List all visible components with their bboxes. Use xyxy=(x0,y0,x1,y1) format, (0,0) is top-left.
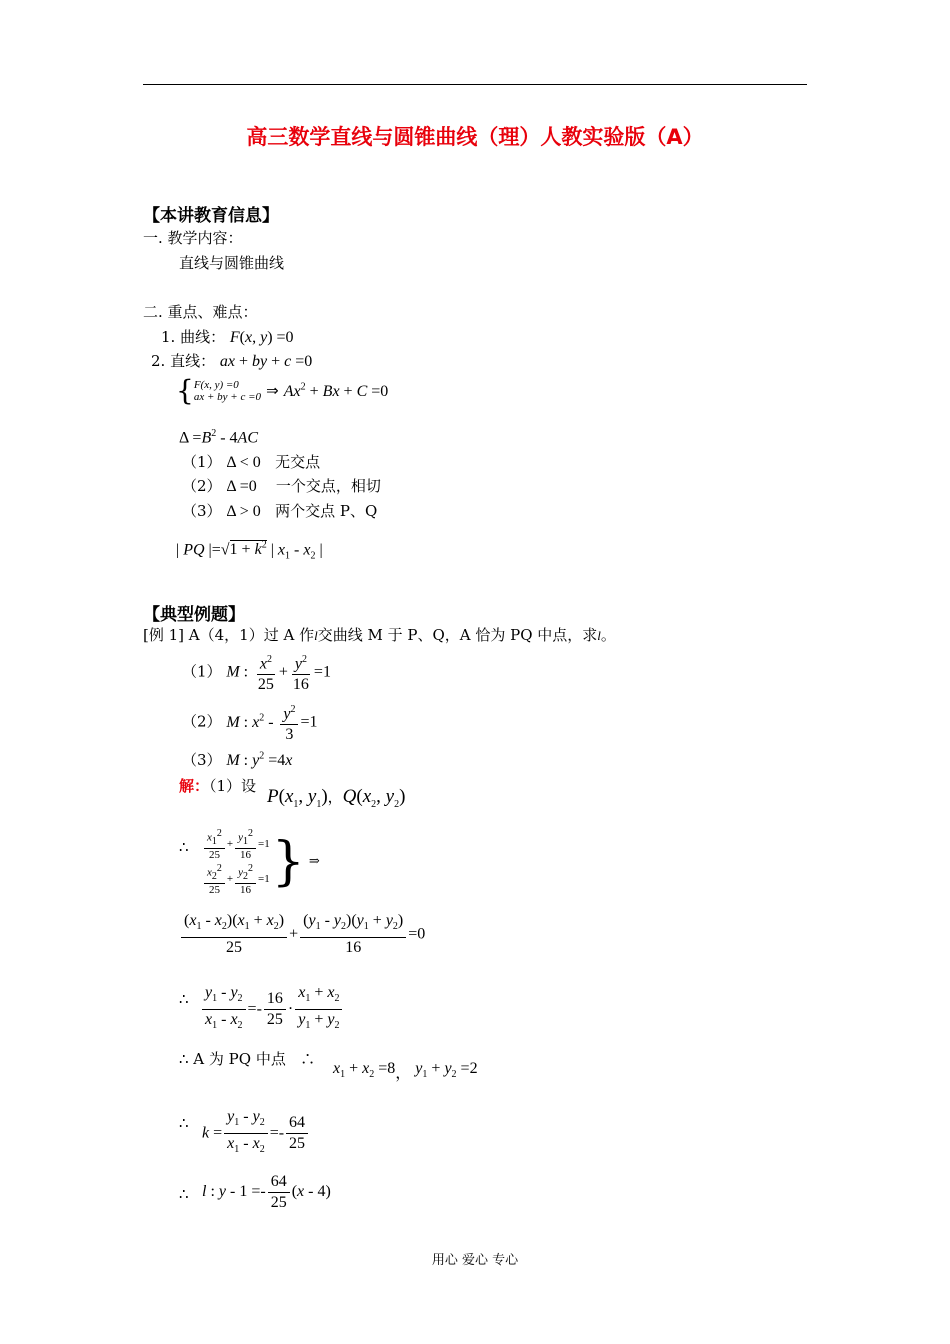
case-1-text: 无交点 xyxy=(275,453,321,471)
therefore-3: ∴ xyxy=(179,1114,189,1132)
case-1: （1） Δ < 0 无交点 xyxy=(182,453,321,471)
question-2: （2） M : $x^2$ - $\frac{y^2}{3}$ =1 xyxy=(182,700,317,745)
chord-length-formula: | PQ $|=√1 + k^2$ | $x_1 - x_2$ | xyxy=(176,540,323,562)
key-points-label: 二. 重点、难点： xyxy=(143,303,258,321)
quadratic-equation: Ax$^2$ + Bx + C =0 xyxy=(283,381,389,400)
slope-ratio-equation: $\frac{y_1 - y_2}{x_1 - x_2}$ =- $\frac{16}{25}$ · $\frac{x_1 + x_2}{y_1 + y_2}$ xyxy=(200,983,344,1036)
question-3: （3） M : $y^2 =4x$ xyxy=(182,750,293,769)
case-2-text: 一个交点，相切 xyxy=(275,477,381,495)
page-title: 高三数学直线与圆锥曲线（理）人教实验版（A） xyxy=(246,125,704,149)
line-label: 2. 直线： xyxy=(151,352,216,370)
therefore-4: ∴ xyxy=(179,1185,189,1203)
section-heading-examples: 【典型例题】 xyxy=(143,605,245,625)
header-rule xyxy=(143,84,807,85)
system-substitution: { F(x, y) =0 ax + by + c =0 ⇒ Ax$^2$ + Bx + C =0 xyxy=(176,374,389,407)
curve-label: 1. 曲线： xyxy=(161,328,226,346)
example-1-statement: [例 1] A（4，1）过 A 作l交曲线 M 于 P、Q，A 恰为 PQ 中点，求l。 xyxy=(143,626,616,644)
slope-value: k = $\frac{y_1 - y_2}{x_1 - x_2}$ =- $\frac{64}{25}$ xyxy=(202,1107,310,1160)
teaching-content-body: 直线与圆锥曲线 xyxy=(179,254,285,272)
teaching-content-label: 一. 教学内容： xyxy=(143,229,243,247)
line-equation: ax + by + c =0 xyxy=(219,353,313,370)
difference-equation: $\frac{(x_1 - x_2)(x_1 + x_2)}{25}$ + $\frac{(y_1 - y_2)(y_1 + y_2)}{16}$ =0 xyxy=(179,911,425,958)
therefore-1: ∴ xyxy=(179,838,189,856)
case-2: （2） Δ =0 一个交点，相切 xyxy=(182,477,381,495)
midpoint-statement: ∴ A 为 PQ 中点 ∴ xyxy=(179,1050,316,1068)
line-answer: l : y - 1 =- $\frac{64}{25}$ (x - 4) xyxy=(202,1173,331,1211)
curve-line: 1. 曲线： F(x, y) =0 xyxy=(161,328,294,346)
points-pq: $P(x_1$, $y_1)^,Q(x_2$, $y_2$) xyxy=(267,786,406,810)
page-footer: 用心 爱心 专心 xyxy=(431,1253,519,1268)
solution-intro: 解：（1）设 xyxy=(179,777,257,795)
line-line xyxy=(151,350,312,371)
curve-equation: F xyxy=(229,329,240,346)
therefore-2: ∴ xyxy=(179,990,189,1008)
case-3: （3） Δ > 0 两个交点 P、Q xyxy=(182,502,378,520)
case-3-text: 两个交点 P、Q xyxy=(275,502,378,520)
system-points-on-ellipse: $\frac{x_1^2}{25}$ + $\frac{y_1^2}{16}$ =1 $\frac{x_2^2}{25}$ + $\frac{y_2^2}{16}$ =1 } ⇒ xyxy=(202,828,320,896)
section-heading-info: 【本讲教育信息】 xyxy=(143,206,279,226)
question-1: （1） M : $\frac{x^2}{25}$ + $\frac{y^2}{16}$ =1 xyxy=(182,650,331,695)
system-equations: F(x, y) =0 ax + by + c =0 xyxy=(193,379,261,403)
midpoint-sums: $x_1 + x_2 =8$， $y_1 + y_2 =2$ xyxy=(333,1060,478,1082)
discriminant: $\Delta =B^2 - 4AC$ xyxy=(179,428,258,447)
solution-label: 解： xyxy=(179,777,210,795)
